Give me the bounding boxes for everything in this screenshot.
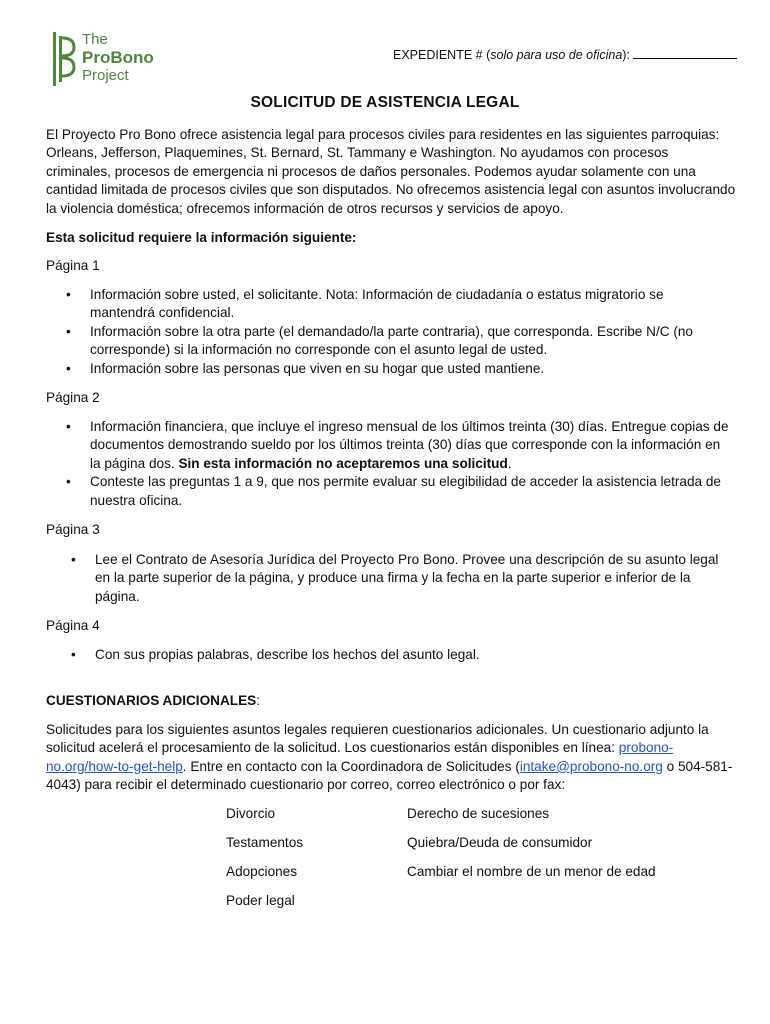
legal-matter: Derecho de sucesiones <box>407 806 550 821</box>
page-2-label: Página 2 <box>46 390 100 405</box>
case-number-blank[interactable] <box>633 47 737 59</box>
legal-matter: Adopciones <box>226 864 298 879</box>
list-item: • Con sus propias palabras, describe los hechos del asunto legal. <box>71 646 725 664</box>
list-item: • Información sobre las personas que viven en su hogar que usted mantiene. <box>66 360 726 378</box>
additional-questionnaires-paragraph <box>46 721 736 795</box>
logo-line-2: ProBono <box>82 48 154 67</box>
legal-matter: Divorcio <box>226 806 276 821</box>
probono-logo <box>52 32 154 90</box>
requirement-heading: Esta solicitud requiere la información siguiente: <box>46 230 357 245</box>
legal-matter: Testamentos <box>226 835 304 850</box>
intake-email-link[interactable]: intake@probono-no.org <box>519 758 663 774</box>
list-item-end: . <box>507 455 512 471</box>
additional-text-c: o 504-581-4043) para recibir el determinado cuestionario por correo, correo electrónico o por fax: <box>46 758 733 793</box>
legal-matter: Poder legal <box>226 893 295 908</box>
table-row <box>226 805 686 834</box>
logo-line-1: The <box>82 31 108 48</box>
case-number-suffix: ): <box>622 48 630 62</box>
page-4-label: Página 4 <box>46 618 100 633</box>
legal-matter <box>407 892 686 921</box>
page-1-list <box>66 286 726 378</box>
case-number-office-note: solo para uso de oficina <box>490 48 623 62</box>
additional-heading-text: CUESTIONARIOS ADICIONALES <box>46 693 257 708</box>
list-item <box>66 418 730 473</box>
logo-text <box>82 32 154 84</box>
additional-text-a: Solicitudes para los siguientes asuntos legales requieren cuestionarios adicionales. Un cuestionario adjunto la solicitud acelerá el procesamiento de la solicitud. Los cuestionarios están disponibles en línea: <box>46 722 709 756</box>
logo-line-3: Project <box>82 67 129 84</box>
case-number-label: EXPEDIENTE # ( <box>393 48 491 62</box>
probono-logo-mark-icon <box>52 32 76 86</box>
table-row <box>226 863 686 892</box>
page-3-label: Página 3 <box>46 522 100 537</box>
additional-questionnaires-heading <box>46 692 736 710</box>
table-row <box>226 892 686 921</box>
page-1-label: Página 1 <box>46 258 100 273</box>
legal-matter: Cambiar el nombre de un menor de edad <box>407 864 656 879</box>
legal-matters-grid <box>226 805 686 921</box>
list-item: • Conteste las preguntas 1 a 9, que nos permite evaluar su elegibilidad de acceder la asistencia letrada de nuestra oficina. <box>66 473 730 510</box>
list-item-emphasis: Sin esta información no aceptaremos una solicitud <box>178 455 508 471</box>
intro-paragraph: El Proyecto Pro Bono ofrece asistencia legal para procesos civiles para residentes en las siguientes parroquias: Orleans, Jefferson, Plaquemines, St. Bernard, St. Tammany e Washington. No ayudamos con procesos criminales, procesos de emergencia ni procesos de daños personales. Podemos ayudar solamente con una cantidad limitada de procesos civiles que son disputados. No ofrecemos asistencia legal con asuntos involucrando la violencia doméstica; ofrecemos información de otros recursos y servicios de apoyo. <box>46 127 736 216</box>
list-item: • Información sobre usted, el solicitante. Nota: Información de ciudadanía o estatus migratorio se mantendrá confidencial. <box>66 286 726 323</box>
case-number-field <box>393 46 737 64</box>
additional-text-b: . Entre en contacto con la Coordinadora de Solicitudes ( <box>182 758 520 774</box>
list-item: • Información sobre la otra parte (el demandado/la parte contraria), que corresponda. Escribe N/C (no corresponde) si la información no corresponde con el asunto legal de usted. <box>66 323 726 360</box>
legal-matter: Quiebra/Deuda de consumidor <box>407 835 593 850</box>
page-4-list <box>71 646 725 664</box>
page-title: SOLICITUD DE ASISTENCIA LEGAL <box>250 94 520 111</box>
list-item: • Lee el Contrato de Asesoría Jurídica del Proyecto Pro Bono. Provee una descripción de su asunto legal en la parte superior de la página, y produce una firma y la fecha en la parte superior e inferior de la página. <box>71 551 725 606</box>
help-page-link[interactable]: probono-no.org/how-to-get-help <box>46 740 674 774</box>
list-item-text: Información financiera, que incluye el ingreso mensual de los últimos treinta (30) días. Entregue copias de documentos demostrando sueldo por los últimos treinta (30) días que corresponde con la información en la página dos. <box>90 419 729 471</box>
additional-heading-colon: : <box>256 693 260 708</box>
page-2-list <box>66 418 730 510</box>
table-row <box>226 834 686 863</box>
page-3-list <box>71 551 725 606</box>
